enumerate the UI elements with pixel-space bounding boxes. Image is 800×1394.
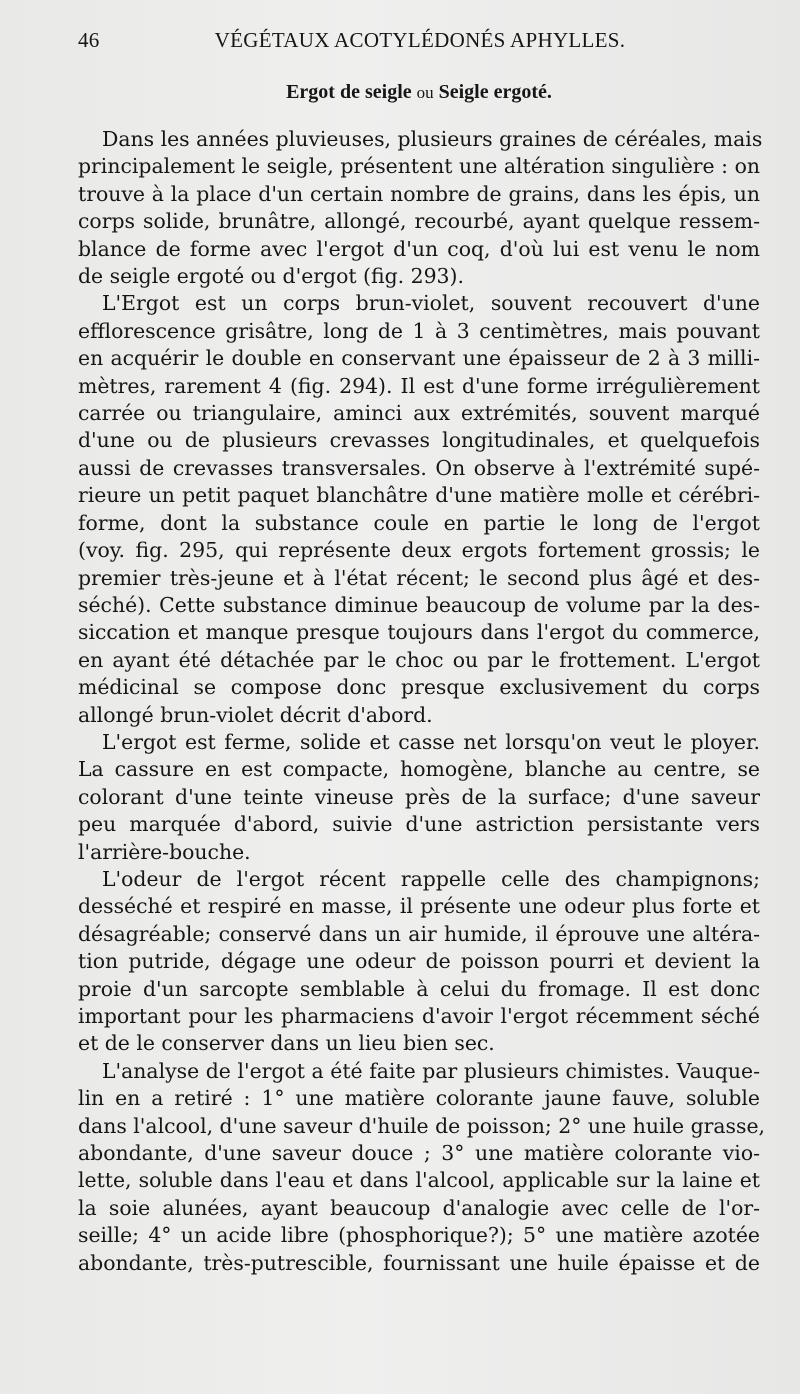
- text-line: de seigle ergoté ou d'ergot (fig. 293).: [78, 264, 464, 289]
- text-line: d'une ou de plusieurs crevasses longitudinales, et quelquefois: [78, 428, 760, 453]
- text-line: La cassure en est compacte, homogène, blanche au centre, se: [78, 757, 760, 782]
- text-line: peu marquée d'abord, suivie d'une astriction persistante vers: [78, 812, 760, 837]
- page-number: 46: [78, 28, 100, 52]
- body-text: [78, 126, 765, 1277]
- text-line: et de le conserver dans un lieu bien sec.: [78, 1031, 495, 1056]
- text-line: forme, dont la substance coule en partie le long de l'ergot: [78, 510, 760, 535]
- text-line: seille; 4° un acide libre (phosphorique?); 5° une matière azotée: [78, 1223, 760, 1248]
- text-line: (voy. fig. 295, qui représente deux ergots fortement grossis; le: [78, 538, 760, 563]
- running-title: VÉGÉTAUX ACOTYLÉDONÉS APHYLLES.: [214, 28, 626, 52]
- text-line: proie d'un sarcopte semblable à celui du fromage. Il est donc: [78, 976, 760, 1001]
- text-line: abondante, d'une saveur douce ; 3° une matière colorante vio-: [78, 1141, 760, 1166]
- section-title-alternate: Seigle ergoté.: [438, 81, 552, 103]
- text-line: allongé brun-violet décrit d'abord.: [78, 702, 433, 727]
- section-title-connector: ou: [416, 83, 434, 102]
- text-line: abondante, très-putrescible, fournissant une huile épaisse et de: [78, 1250, 760, 1275]
- text-line: lin en a retiré : 1° une matière colorante jaune fauve, soluble: [78, 1086, 760, 1111]
- text-line: principalement le seigle, présentent une altération singulière : on: [78, 154, 760, 179]
- text-line: désagréable; conservé dans un air humide, il éprouve une altéra-: [78, 921, 760, 946]
- paragraph-2: [78, 290, 760, 729]
- text-line: corps solide, brunâtre, allongé, recourbé, ayant quelque ressem-: [78, 209, 760, 234]
- text-line: important pour les pharmaciens d'avoir l'ergot récemment séché: [78, 1004, 760, 1028]
- text-line: L'analyse de l'ergot a été faite par plusieurs chimistes. Vauque-: [102, 1058, 760, 1083]
- text-line: trouve à la place d'un certain nombre de grains, dans les épis, un: [78, 181, 760, 206]
- text-line: en ayant été détachée par le choc ou par le frottement. L'ergot: [78, 647, 760, 672]
- text-line: premier très-jeune et à l'état récent; le second plus âgé et des-: [78, 565, 760, 590]
- paragraph-4: [78, 866, 760, 1058]
- section-title-main: Ergot de seigle: [286, 81, 412, 103]
- text-line: rieure un petit paquet blanchâtre d'une matière molle et cérébri-: [78, 483, 760, 508]
- text-line: lette, soluble dans l'eau et dans l'alcool, applicable sur la laine et: [78, 1168, 760, 1193]
- paragraph-1: [78, 126, 763, 290]
- text-line: carrée ou triangulaire, aminci aux extrémités, souvent marqué: [78, 401, 760, 426]
- text-line: siccation et manque presque toujours dans l'ergot du commerce,: [78, 620, 760, 645]
- text-line: la soie alunées, ayant beaucoup d'analogie avec celle de l'or-: [78, 1195, 760, 1220]
- paragraph-3: [78, 729, 760, 866]
- text-line: médicinal se compose donc presque exclusivement du corps: [78, 675, 760, 700]
- text-line: colorant d'une teinte vineuse près de la surface; d'une saveur: [78, 784, 760, 809]
- text-line: Dans les années pluvieuses, plusieurs graines de céréales, mais: [102, 127, 763, 151]
- paragraph-5: [78, 1058, 765, 1277]
- text-line: dans l'alcool, d'une saveur d'huile de poisson; 2° une huile grasse,: [78, 1113, 765, 1138]
- text-line: desséché et respiré en masse, il présente une odeur plus forte et: [78, 894, 760, 919]
- text-line: séché). Cette substance diminue beaucoup de volume par la des-: [78, 592, 760, 617]
- text-line: l'arrière-bouche.: [78, 839, 251, 864]
- text-line: en acquérir le double en conservant une épaisseur de 2 à 3 milli-: [78, 346, 760, 371]
- text-line: tion putride, dégage une odeur de poisson pourri et devient la: [78, 949, 760, 974]
- text-line: mètres, rarement 4 (fig. 294). Il est d'une forme irrégulièrement: [78, 373, 760, 398]
- text-line: blance de forme avec l'ergot d'un coq, d'où lui est venu le nom: [78, 236, 760, 261]
- running-header: [78, 28, 760, 53]
- text-line: L'ergot est ferme, solide et casse net lorsqu'on veut le ployer.: [102, 729, 760, 754]
- text-line: L'Ergot est un corps brun-violet, souvent recouvert d'une: [102, 291, 760, 316]
- section-title: [78, 81, 760, 104]
- text-line: efflorescence grisâtre, long de 1 à 3 centimètres, mais pouvant: [78, 318, 760, 343]
- text-line: aussi de crevasses transversales. On observe à l'extrémité supé-: [78, 455, 760, 480]
- text-line: L'odeur de l'ergot récent rappelle celle des champignons;: [102, 866, 760, 891]
